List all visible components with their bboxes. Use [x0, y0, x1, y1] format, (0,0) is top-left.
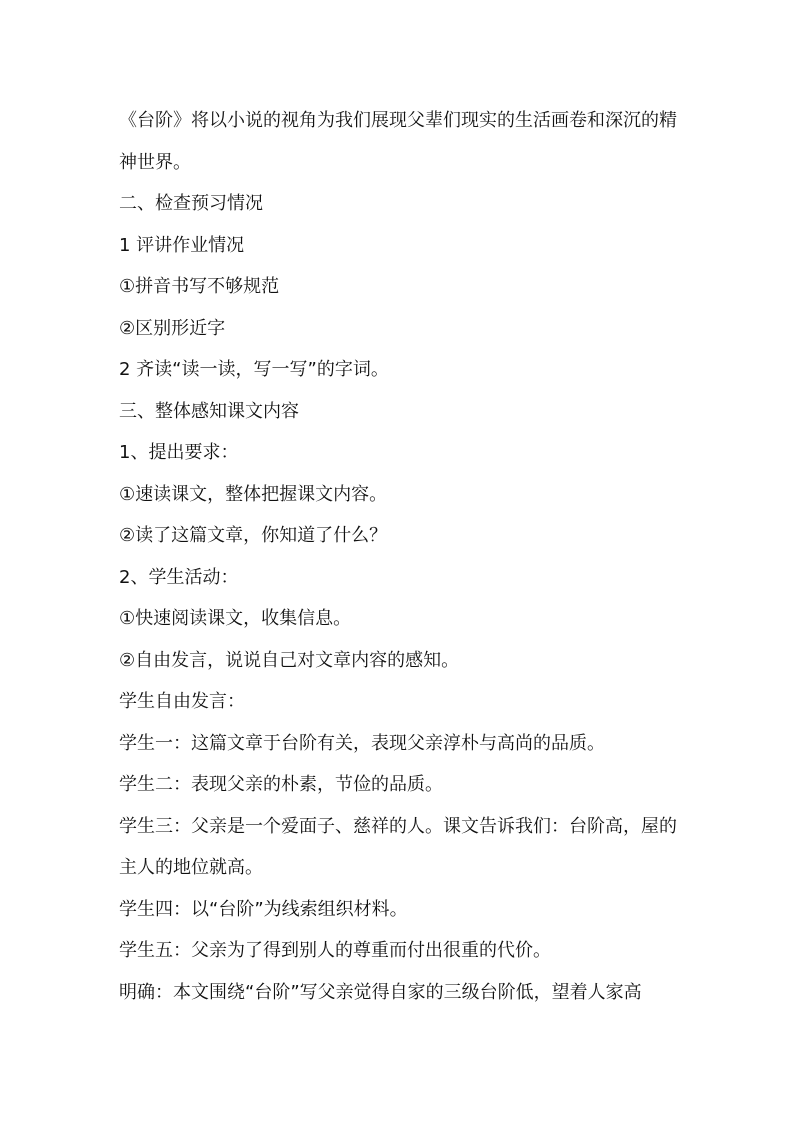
list-item-speed-reading: ①速读课文，整体把握课文内容。: [119, 483, 388, 505]
intro-paragraph: 《台阶》将以小说的视角为我们展现父辈们现实的生活画卷和深沉的精神世界。: [119, 110, 677, 173]
student-two-statement: 学生二：表现父亲的朴素，节俭的品质。: [119, 774, 443, 795]
student-three-statement: 学生三：父亲是一个爱面子、慈祥的人。课文告诉我们：台阶高，屋的主人的地位就高。: [119, 815, 677, 878]
subheading-read-aloud: 2 齐读“读一读，写一写”的字词。: [119, 359, 389, 380]
list-item-what-learned: ②读了这篇文章，你知道了什么？: [119, 525, 388, 546]
student-five-statement: 学生五：父亲为了得到别人的尊重而付出很重的代价。: [119, 940, 551, 961]
section-heading-check-preview: 二、检查预习情况: [119, 193, 263, 214]
list-item-collect-info: ①快速阅读课文，收集信息。: [119, 608, 352, 629]
section-heading-overall-perception: 三、整体感知课文内容: [119, 400, 299, 422]
subheading-student-activity: 2、学生活动：: [119, 566, 239, 588]
list-item-free-speech: ②自由发言，说说自己对文章内容的感知。: [119, 649, 460, 671]
subheading-homework-review: 1 评讲作业情况: [119, 234, 245, 256]
student-four-statement: 学生四：以“台阶”为线索组织材料。: [119, 898, 408, 920]
clarification-paragraph: 明确：本文围绕“台阶”写父亲觉得自家的三级台阶低，望着人家高: [119, 981, 642, 1003]
student-speech-heading: 学生自由发言：: [119, 691, 245, 712]
student-one-statement: 学生一：这篇文章于台阶有关，表现父亲淳朴与高尚的品质。: [119, 732, 605, 754]
list-item-pinyin: ①拼音书写不够规范: [119, 276, 280, 297]
document-body: [119, 100, 684, 1013]
subheading-requirements: 1、提出要求：: [119, 442, 239, 463]
list-item-similar-characters: ②区别形近字: [119, 317, 226, 339]
